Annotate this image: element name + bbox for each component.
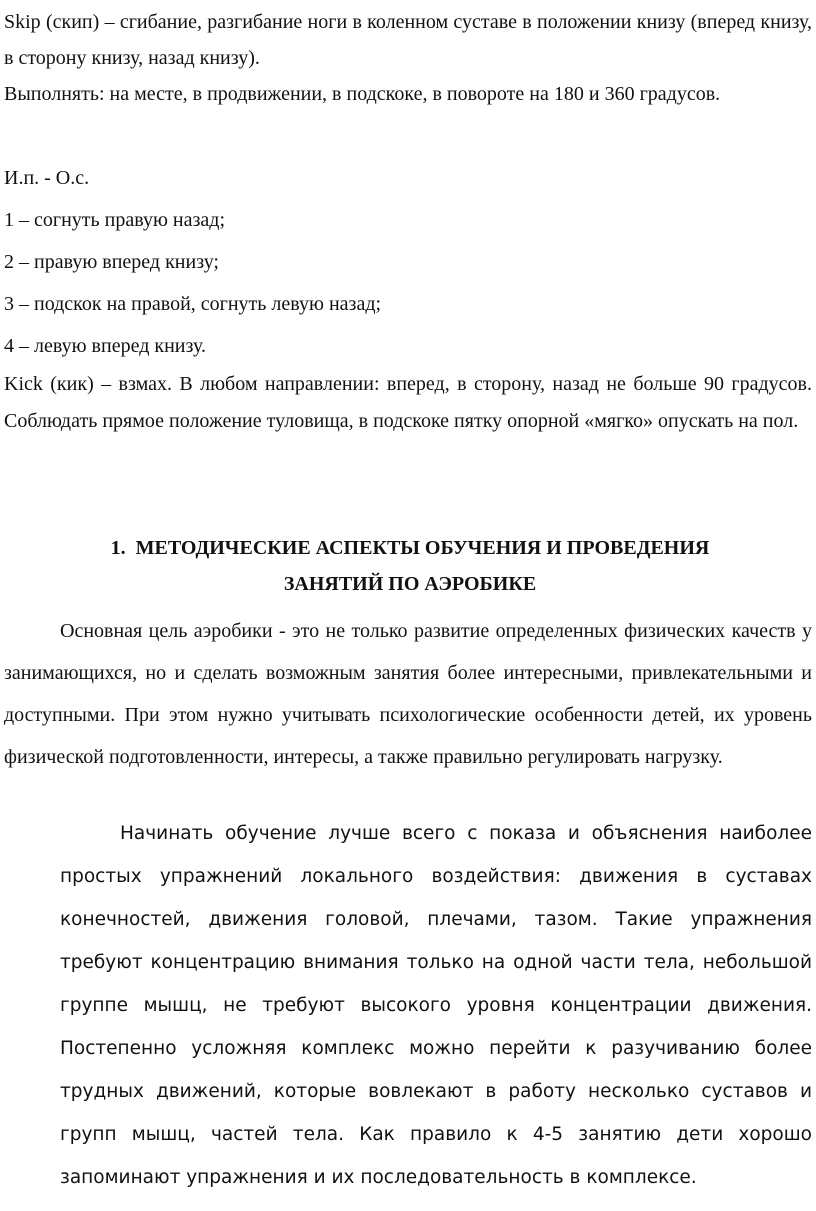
step-item: 4 – левую вперед книзу.	[4, 335, 206, 357]
step-item: 1 – согнуть правую назад;	[4, 209, 226, 231]
section-heading-number: 1.	[110, 537, 126, 559]
section-heading-text: МЕТОДИЧЕСКИЕ АСПЕКТЫ ОБУЧЕНИЯ И ПРОВЕДЕНИЯ	[135, 537, 710, 559]
section-heading-line2: ЗАНЯТИЙ ПО АЭРОБИКЕ	[283, 573, 537, 595]
kick-paragraph: Kick (кик) – взмах. В любом направлении: вперед, в сторону, назад не больше 90 градусов. Соблюдать прямое положение туловища, в подскоке пятку опорной «мягко» опускать на пол.	[4, 373, 812, 432]
step-item: 3 – подскок на правой, согнуть левую назад;	[4, 293, 382, 315]
section-heading-line1	[40, 530, 780, 566]
goal-paragraph: Основная цель аэробики - это не только развитие определенных физических качеств у занимающихся, но и сделать возможным занятия более интересными, привлекательными и доступными. При этом нужно учитывать психологические особенности детей, их уровень физической подготовленности, интересы, а также правильно регулировать нагрузку.	[4, 620, 812, 768]
skip-paragraph: Skip (скип) – сгибание, разгибание ноги в коленном суставе в положении книзу (вперед книзу, в сторону книзу, назад книзу).	[4, 11, 812, 69]
training-paragraph: Начинать обучение лучше всего с показа и объяснения наиболее простых упражнений локального воздействия: движения в суставах конечностей, движения головой, плечами, тазом. Такие упражнения требуют концентрацию внимания только на одной части тела, небольшой группе мышц, не требуют высокого уровня концентрации движения. Постепенно усложняя комплекс можно перейти к разучиванию более трудных движений, которые вовлекают в работу несколько суставов и групп мышц, частей тела. Как правило к 4-5 занятию дети хорошо запоминают упражнения и их последовательность в комплексе.	[60, 823, 812, 1188]
section-heading	[40, 530, 780, 602]
step-item: 2 – правую вперед книзу;	[4, 251, 219, 273]
perform-paragraph: Выполнять: на месте, в продвижении, в подскоке, в повороте на 180 и 360 градусов.	[4, 83, 721, 105]
start-position: И.п. - О.с.	[4, 167, 90, 189]
